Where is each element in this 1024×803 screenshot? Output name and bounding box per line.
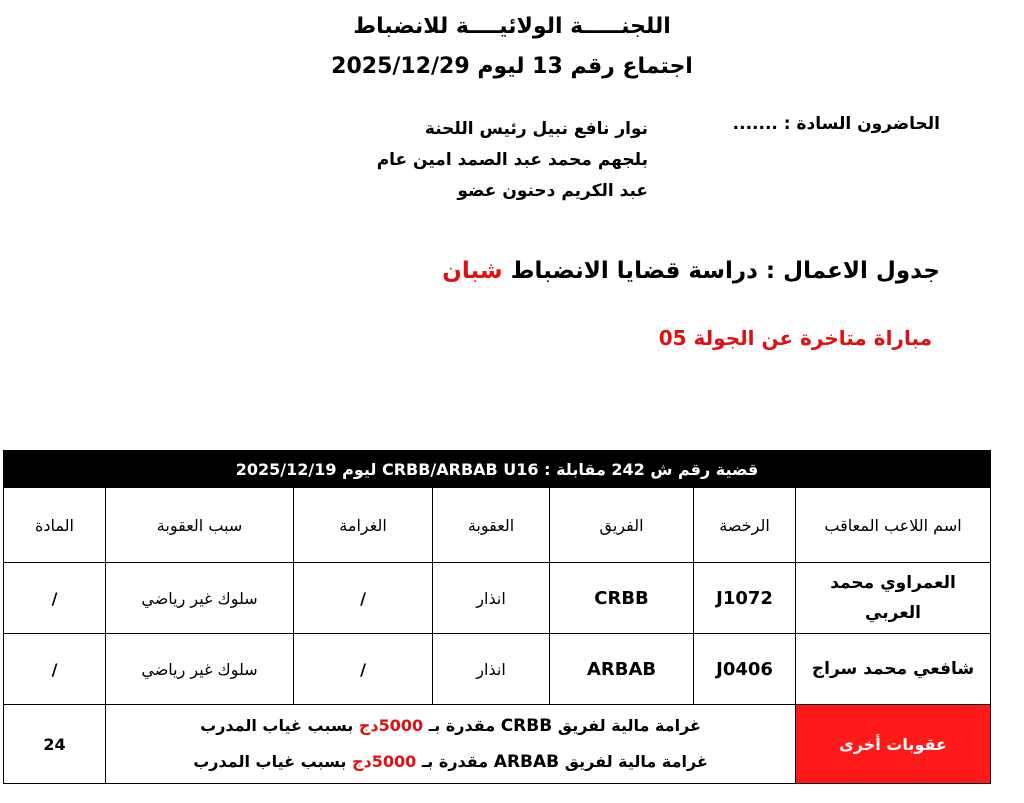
player-penalty: انذار	[433, 563, 550, 634]
attendee-member: نوار نافع نبيل رئيس اللحنة	[424, 119, 648, 139]
column-header-row	[4, 488, 991, 563]
player-fine: /	[294, 563, 433, 634]
fine-reason: بسبب غياب المدرب	[193, 752, 347, 771]
player-team: CRBB	[550, 563, 694, 634]
attendees-label: الحاضرون السادة : .......	[732, 114, 940, 134]
team-fine-line	[110, 744, 791, 780]
penalty-article: /	[4, 563, 106, 634]
attendee-member: بلجهم محمد عبد الصمد امين عام	[376, 150, 648, 170]
penalty-reason: سلوك غير رياضي	[106, 634, 294, 705]
player-license: J0406	[694, 634, 796, 705]
fine-mid: مقدرة بـ	[428, 716, 496, 735]
player-team: ARBAB	[550, 634, 694, 705]
col-fine: الغرامة	[294, 488, 433, 563]
fine-reason: بسبب غياب المدرب	[200, 716, 354, 735]
meeting-line: اجتماع رقم 13 ليوم 2025/12/29	[331, 54, 693, 79]
fine-prefix: غرامة مالية لفريق	[557, 716, 701, 735]
team-fine-line	[110, 708, 791, 744]
other-penalties-text	[106, 705, 796, 784]
table-row	[4, 563, 991, 634]
player-license: J1072	[694, 563, 796, 634]
player-penalty: انذار	[433, 634, 550, 705]
player-name: شافعي محمد سراج	[796, 634, 991, 705]
col-team: الفريق	[550, 488, 694, 563]
agenda-line	[442, 258, 940, 284]
col-reason: سبب العقوبة	[106, 488, 294, 563]
case-header: قضية رقم ش 242 مقابلة : CRBB/ARBAB U16 ليوم 2025/12/19	[4, 451, 991, 488]
col-penalty: العقوبة	[433, 488, 550, 563]
col-article: المادة	[4, 488, 106, 563]
committee-title: اللجنـــــة الولائيــــة للانضباط	[353, 14, 671, 39]
fine-amount: 5000دج	[351, 752, 417, 771]
player-fine: /	[294, 634, 433, 705]
case-table	[3, 450, 991, 784]
fine-prefix: غرامة مالية لفريق	[564, 752, 708, 771]
other-penalties-article: 24	[4, 705, 106, 784]
agenda-label: جدول الاعمال : دراسة قضايا الانضباط	[510, 258, 940, 284]
fine-amount: 5000دج	[358, 716, 424, 735]
other-penalties-row	[4, 705, 991, 784]
attendee-member: عبد الكريم دحنون عضو	[457, 181, 648, 201]
fine-team: ARBAB	[493, 752, 560, 772]
penalty-article: /	[4, 634, 106, 705]
col-player-name: اسم اللاعب المعاقب	[796, 488, 991, 563]
player-name: العمراوي محمد العربي	[796, 563, 991, 634]
case-header-row	[4, 451, 991, 488]
fine-mid: مقدرة بـ	[421, 752, 489, 771]
fine-team: CRBB	[500, 716, 553, 736]
other-penalties-label: عقوبات أخرى	[796, 705, 991, 784]
penalty-reason: سلوك غير رياضي	[106, 563, 294, 634]
match-note: مباراة متاخرة عن الجولة 05	[658, 326, 932, 350]
col-license: الرخصة	[694, 488, 796, 563]
attendees-list	[377, 114, 648, 207]
table-row	[4, 634, 991, 705]
agenda-category: شبان	[442, 258, 503, 284]
